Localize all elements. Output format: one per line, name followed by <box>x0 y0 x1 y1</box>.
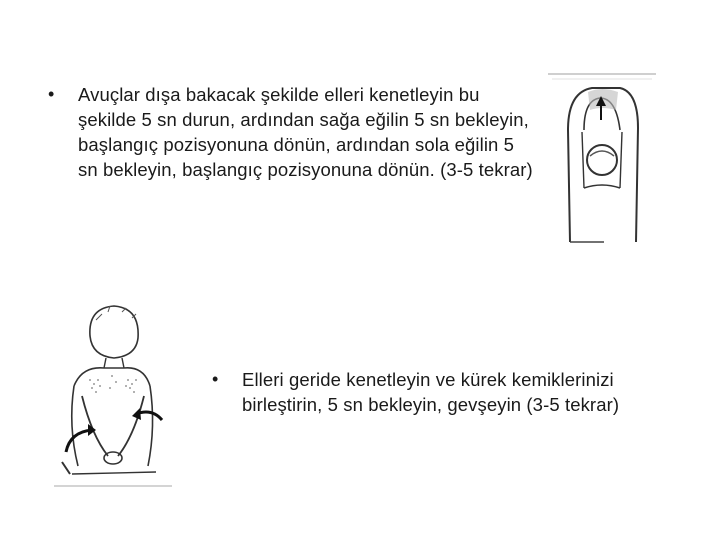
bullet-text: Elleri geride kenetleyin ve kürek kemiklerinizi birleştirin, 5 sn bekleyin, gevşeyin (3-5 tekrar) <box>242 369 620 415</box>
bullet-shoulder-squeeze <box>212 367 692 417</box>
bullet-overhead-stretch <box>48 82 538 182</box>
bullet-marker: • <box>48 84 55 104</box>
bullet-marker: • <box>212 369 219 389</box>
bullet-text: Avuçlar dışa bakacak şekilde elleri kenetleyin bu şekilde 5 sn durun, ardından sağa eğilin 5 sn bekleyin, başlangıç pozisyonuna dönün, ardından sola eğilin 5 sn bekleyin, başlangıç pozisyonuna dönün. (3-5 tekrar) <box>78 84 533 180</box>
overhead-stretch-illustration-icon <box>544 70 660 245</box>
shoulder-blade-squeeze-illustration-icon <box>52 296 176 492</box>
